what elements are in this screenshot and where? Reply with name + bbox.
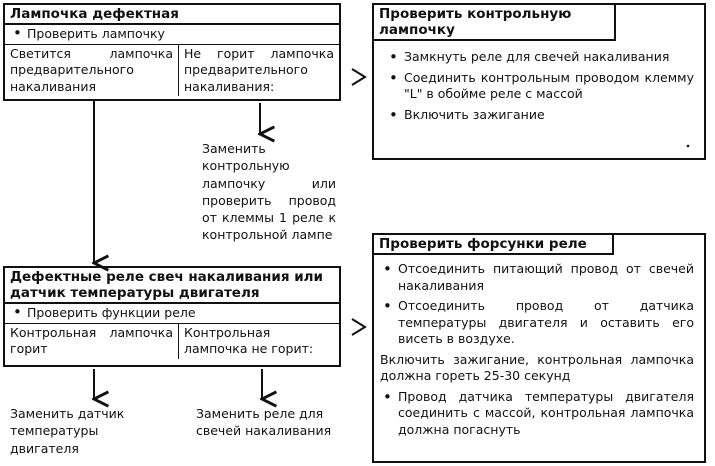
- box-lamp-defective-title: Лампочка дефектная: [5, 5, 339, 25]
- control-lamp-on-cell: Контрольная лампочка горит: [5, 324, 179, 359]
- step-ground-sensor-wire: • Провод датчика температуры двигателя соединить с массой, контрольная лампочка должна погаснуть: [380, 389, 694, 439]
- bullet-icon: •: [13, 24, 22, 43]
- chevron-right-icon: [352, 319, 365, 335]
- step-disconnect-supply: • Отсоединить питающий провод от свечей накаливания: [380, 261, 694, 294]
- bullet-icon: •: [13, 303, 22, 322]
- box-check-control-lamp-title: Проверить контрольную лампочку: [374, 5, 616, 41]
- note-replace-lamp: Заменить контрольную лампочку или проверить провод от клеммы 1 реле к контрольной лампе: [202, 141, 336, 243]
- box-check-relay-injectors-title: Проверить форсунки реле: [374, 235, 614, 255]
- stray-dot: [687, 145, 690, 148]
- box-defective-relay-title: Дефектные реле свеч накаливания или датчик температуры двигателя: [5, 268, 339, 304]
- step-ignition-lamp-lit: Включить зажигание, контрольная лампочка должна гореть 25-30 секунд: [380, 351, 694, 384]
- step-ignition-on: • Включить зажигание: [386, 107, 694, 124]
- lamp-off-cell: Не горит лампочка предварительного накаливания:: [184, 45, 334, 94]
- result-replace-relay: Заменить реле для свечей накаливания: [196, 406, 332, 439]
- chevron-right-icon: [352, 69, 365, 85]
- step-disconnect-sensor: • Отсоединить провод от датчика температуры двигателя и оставить его висеть в воздухе.: [380, 298, 694, 348]
- control-lamp-off-cell: Контрольная лампочка не горит:: [184, 324, 314, 357]
- lamp-on-cell: Светится лампочка предварительного накаливания: [5, 45, 179, 97]
- check-lamp-text: Проверить лампочку: [27, 26, 165, 42]
- step-connect-wire: • Соединить контрольным проводом клемму "L" в обойме реле с массой: [386, 70, 694, 103]
- check-relay-text: Проверить функции реле: [27, 305, 196, 321]
- result-replace-sensor: Заменить датчик температуры двигателя: [10, 406, 125, 456]
- step-close-relay: • Замкнуть реле для свечей накаливания: [386, 49, 694, 66]
